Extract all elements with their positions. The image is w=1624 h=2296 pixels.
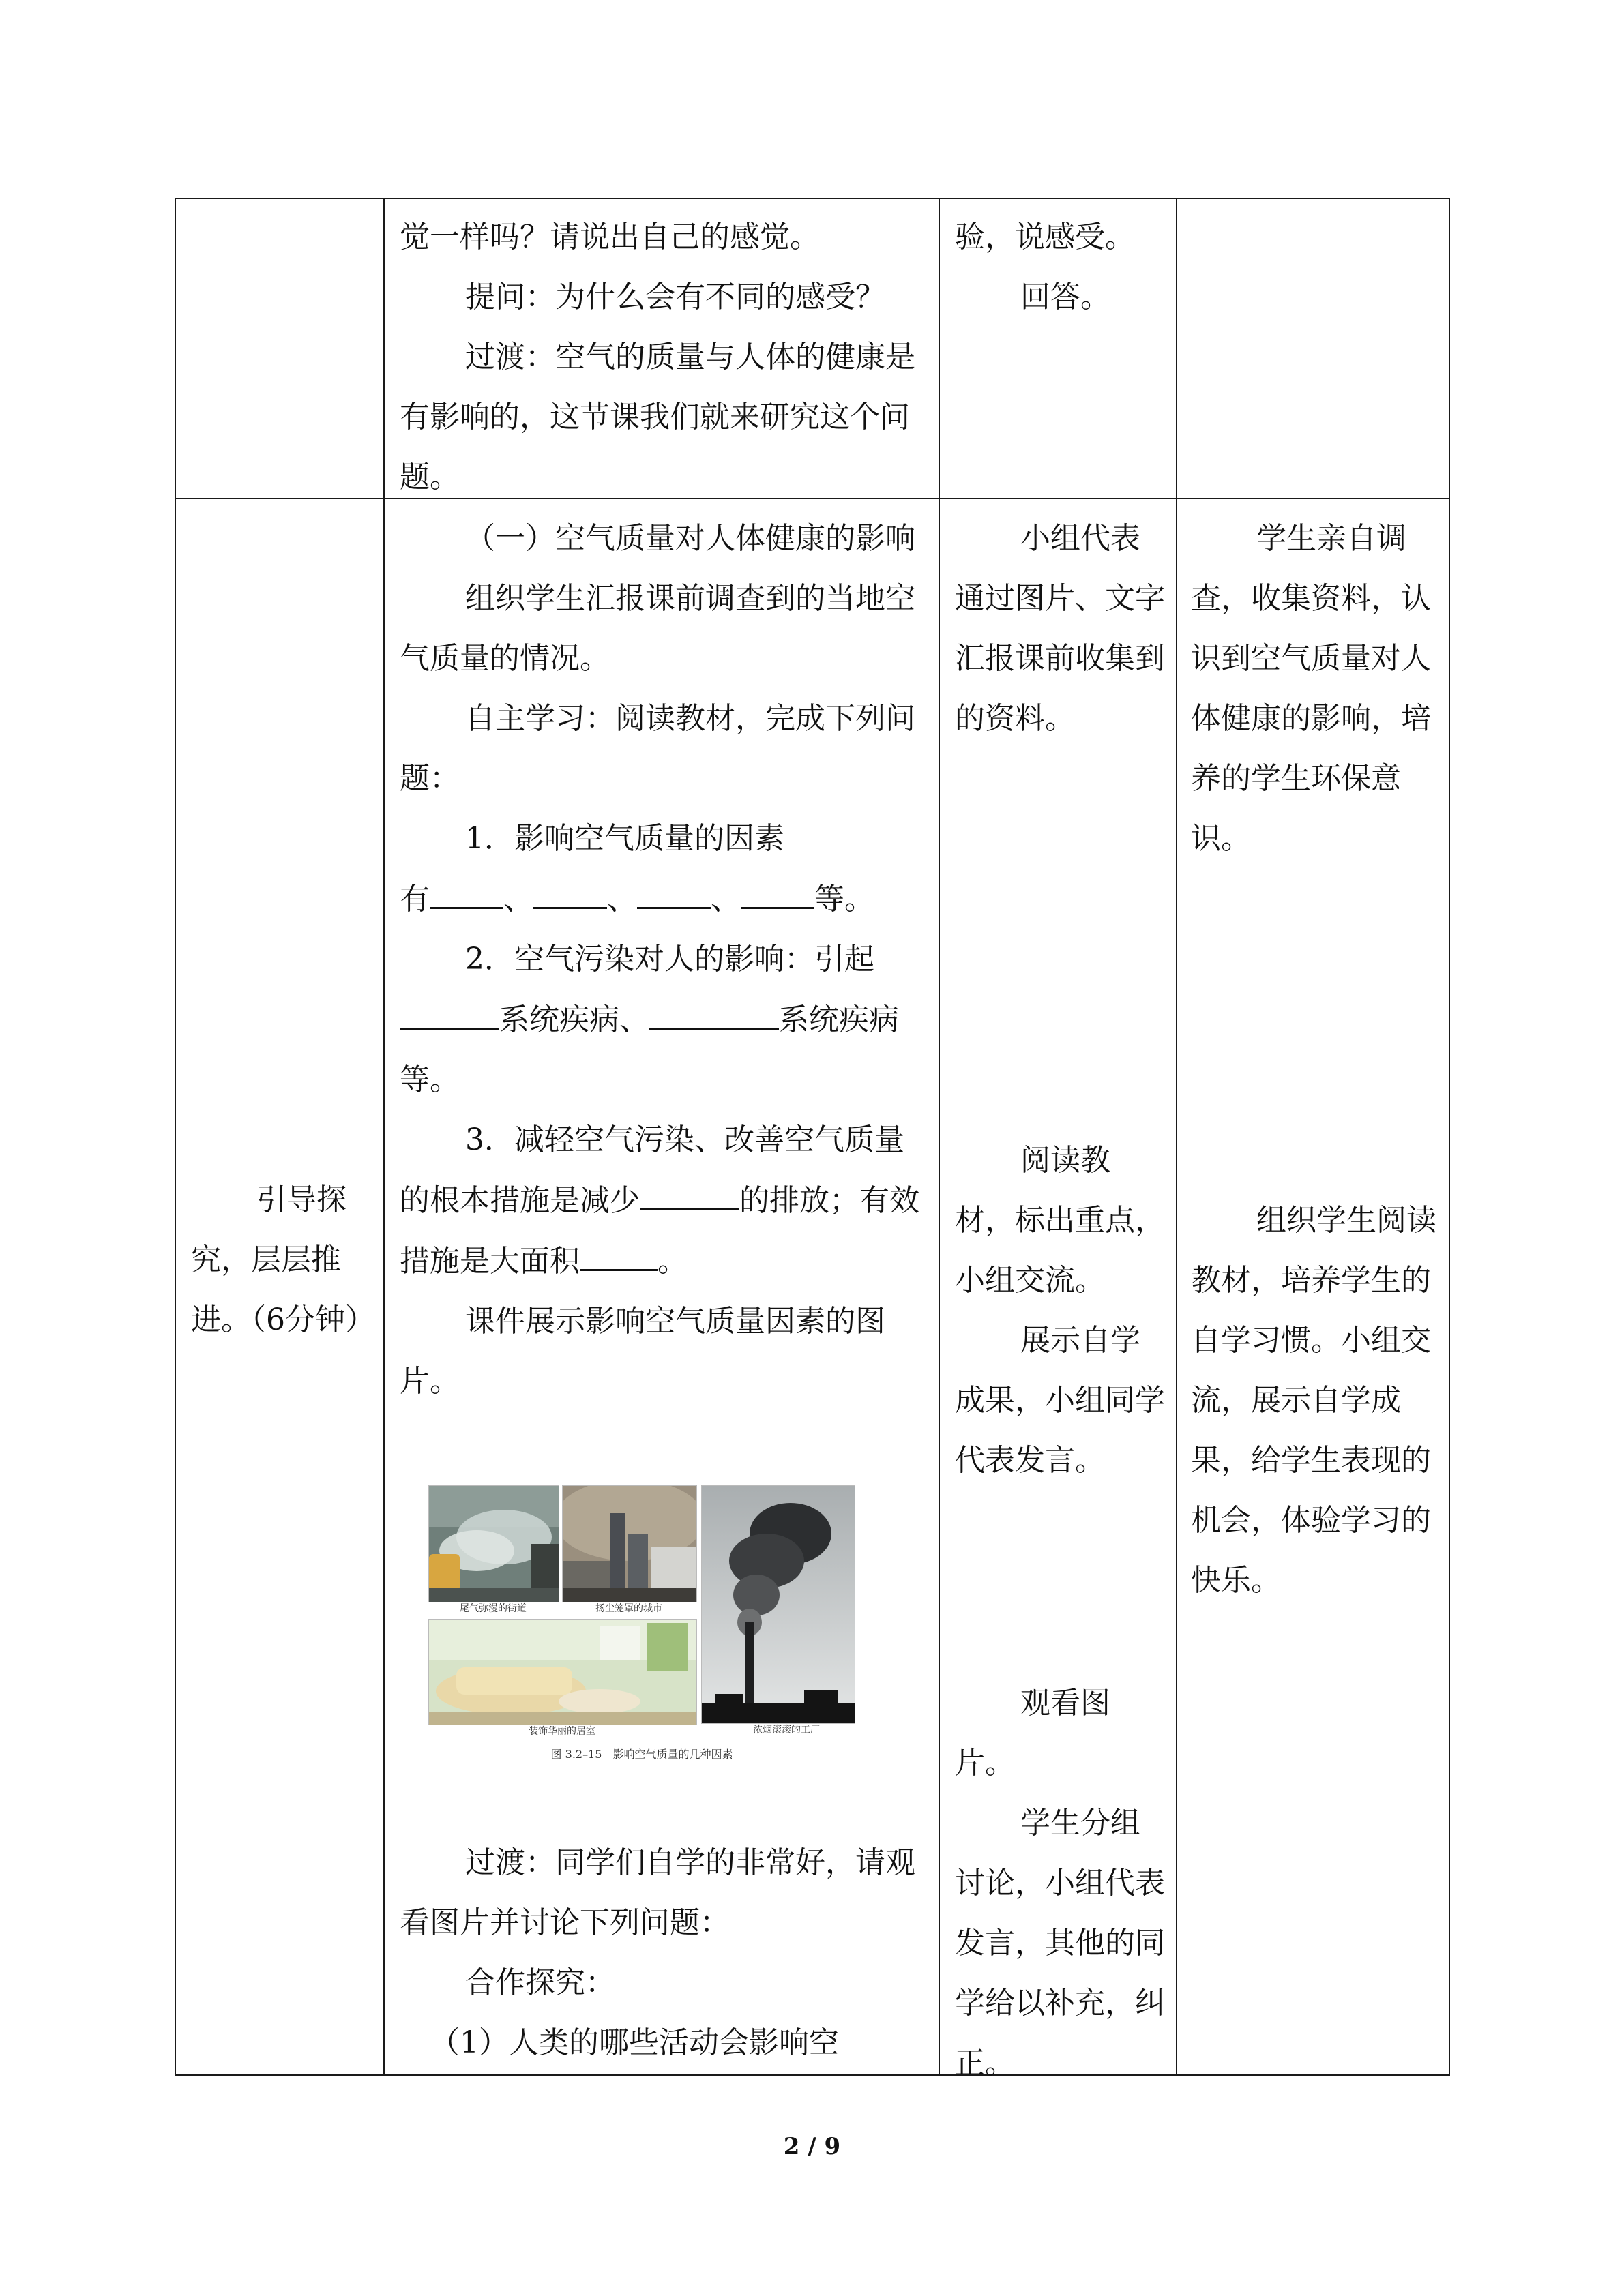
- student-group-discussion: 学生分组讨论，小组代表发言，其他的同学给以补充，纠正。: [955, 1806, 1165, 2081]
- figure-title: 图 3.2–15 影响空气质量的几种因素: [550, 1748, 733, 1761]
- row1-teacher-question: 提问：为什么会有不同的感受？: [465, 280, 885, 314]
- caption-street: 尾气弥漫的街道: [460, 1603, 527, 1614]
- question-1-intro: 1．影响空气质量的因素: [465, 821, 784, 856]
- stage-label: 引导探究，层层推进。（6分钟）: [191, 1182, 375, 1337]
- row2-stage-cell: [191, 1170, 375, 1350]
- row1-student-line1: 验，说感受。: [955, 220, 1135, 254]
- fill-blank: [533, 869, 607, 909]
- cooperative-inquiry-label: 合作探究：: [465, 1965, 615, 2000]
- lesson-plan-table: [175, 198, 1450, 2081]
- table-border-top: [175, 198, 1450, 199]
- row1-student-cell: [955, 207, 1166, 327]
- student-show-results: 展示自学成果，小组同学代表发言。: [955, 1323, 1165, 1478]
- question-1-prefix: 有: [400, 882, 430, 916]
- table-border-left: [175, 198, 176, 2076]
- question-3-text-a: 3．减轻空气污染、改善空气质量的根本措施是减少: [400, 1122, 904, 1218]
- caption-city: 扬尘笼罩的城市: [595, 1603, 662, 1614]
- row1-teacher-line1: 觉一样吗？请说出自己的感觉。: [400, 220, 820, 254]
- inquiry-question-1: （1）人类的哪些活动会影响空: [430, 2025, 839, 2060]
- caption-home: 装饰华丽的居室: [529, 1726, 595, 1737]
- question-3-suffix: 。: [658, 1244, 688, 1279]
- row2-student-cell-3: [955, 1673, 1166, 2093]
- student-view-pictures: 观看图片。: [955, 1686, 1110, 1780]
- caption-factory: 浓烟滚滚的工厂: [753, 1725, 820, 1735]
- column-divider-2: [939, 198, 940, 2076]
- dusty-city-photo: [562, 1485, 697, 1602]
- fill-blank: [580, 1231, 658, 1271]
- teacher-report-instruction: 组织学生汇报课前调查到的当地空气质量的情况。: [400, 581, 915, 676]
- fill-blank: [637, 869, 711, 909]
- student-group-report: 小组代表通过图片、文字汇报课前收集到的资料。: [955, 521, 1165, 736]
- row1-teacher-cell: [400, 207, 932, 507]
- fill-blank: [640, 1170, 739, 1210]
- row2-student-cell-2: [955, 1131, 1166, 1491]
- row1-student-line2: 回答。: [1020, 280, 1110, 314]
- column-divider-3: [1176, 198, 1177, 2076]
- question-2-text-b: 系统疾病、: [499, 1002, 649, 1037]
- separator: 、: [711, 882, 741, 916]
- section-heading: （一）空气质量对人体健康的影响: [465, 521, 915, 556]
- row2-intent-cell-2: [1191, 1191, 1443, 1611]
- row2-intent-cell: [1191, 509, 1443, 869]
- transition-discussion: 过渡：同学们自学的非常好，请观看图片并讨论下列问题：: [400, 1845, 915, 1940]
- fill-blank: [400, 989, 499, 1030]
- student-read-textbook: 阅读教材，标出重点，小组交流。: [955, 1143, 1165, 1298]
- separator: 、: [607, 882, 637, 916]
- self-study-instruction: 自主学习：阅读教材，完成下列问题：: [400, 701, 915, 796]
- table-border-bottom: [175, 2074, 1450, 2076]
- question-1-blanks: [400, 869, 932, 929]
- decorated-home-photo: [428, 1619, 697, 1725]
- question-3-text-b: 的排放；有效措施是大面积: [400, 1183, 919, 1279]
- question-1-suffix: 等。: [814, 882, 874, 916]
- column-divider-1: [383, 198, 385, 2076]
- smoking-factory-photo: [701, 1485, 855, 1724]
- separator: 、: [503, 882, 533, 916]
- question-2-text-a: 2．空气污染对人的影响：引起: [465, 942, 874, 976]
- row1-teacher-transition: 过渡：空气的质量与人体的健康是有影响的，这节课我们就来研究这个问题。: [400, 340, 915, 494]
- intent-investigation: 学生亲自调查，收集资料，认识到空气质量对人体健康的影响，培养的学生环保意识。: [1191, 521, 1431, 856]
- question-3: [400, 1110, 932, 1292]
- question-2-text-c: 系统疾病等。: [400, 1002, 899, 1097]
- row2-student-cell: [955, 509, 1166, 749]
- fill-blank: [741, 869, 814, 909]
- air-quality-factors-figure: [428, 1485, 855, 1768]
- fill-blank: [649, 989, 779, 1030]
- intent-self-study: 组织学生阅读教材，培养学生的自学习惯。小组交流，展示自学成果，给学生表现的机会，体验学习的快乐。: [1191, 1203, 1436, 1598]
- courseware-instruction: 课件展示影响空气质量因素的图片。: [400, 1304, 885, 1399]
- street-exhaust-photo: [428, 1485, 559, 1602]
- page-number: 2 / 9: [783, 2133, 841, 2160]
- question-2: [400, 929, 932, 1110]
- fill-blank: [430, 869, 503, 909]
- row2-teacher-cell-lower: [400, 1833, 932, 2073]
- table-border-right: [1449, 198, 1450, 2076]
- row2-teacher-cell: [400, 509, 932, 1412]
